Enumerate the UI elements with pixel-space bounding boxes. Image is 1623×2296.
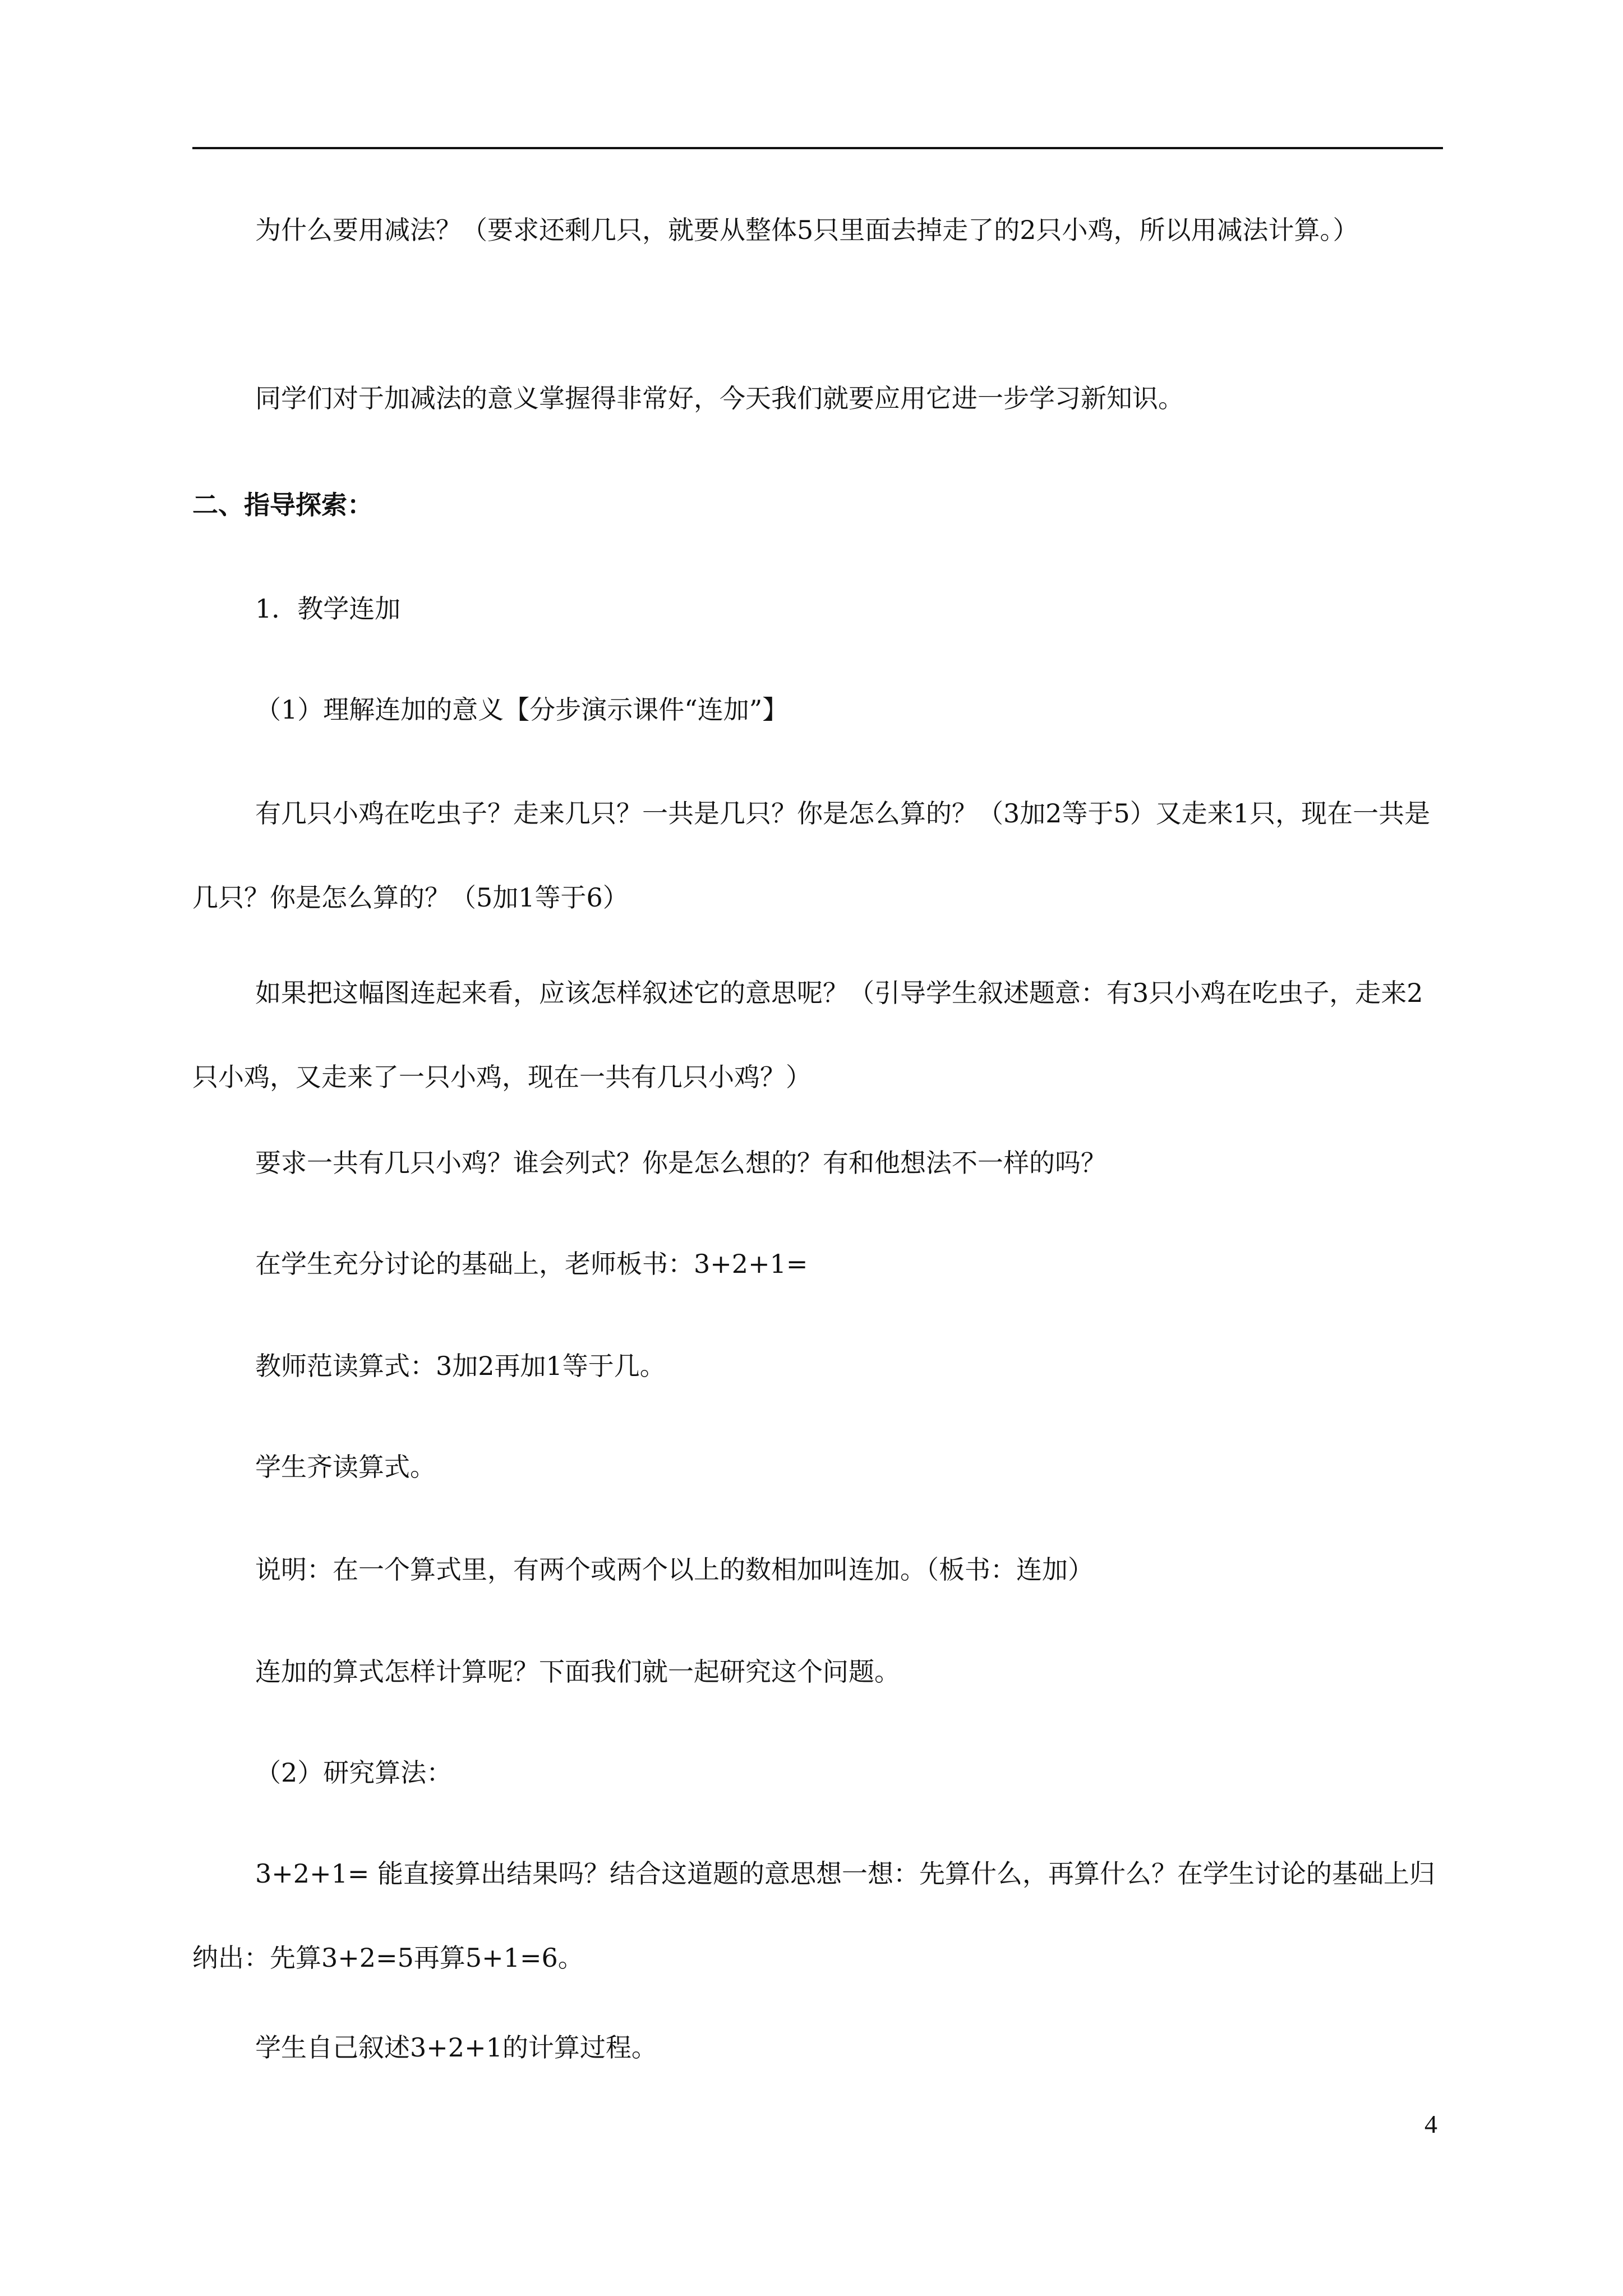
paragraph-6: 如果把这幅图连起来看，应该怎样叙述它的意思呢？（引导学生叙述题意：有3只小鸡在吃虫子，走来2只小鸡，又走来了一只小鸡，现在一共有几只小鸡？） [192, 978, 1423, 1092]
header-rule [192, 147, 1443, 149]
paragraph-3: 1．教学连加 [255, 593, 401, 624]
paragraph-10: 学生齐读算式。 [255, 1452, 436, 1482]
paragraph-4: （1）理解连加的意义【分步演示课件“连加”】 [255, 694, 789, 725]
paragraph-7: 要求一共有几只小鸡？谁会列式？你是怎么想的？有和他想法不一样的吗？ [255, 1148, 1106, 1178]
paragraph-8: 在学生充分讨论的基础上，老师板书：3+2+1= [255, 1249, 808, 1279]
paragraph-12: 连加的算式怎样计算呢？下面我们就一起研究这个问题。 [255, 1657, 900, 1687]
section-heading: 二、指导探索： [192, 490, 373, 520]
paragraph-11: 说明：在一个算式里，有两个或两个以上的数相加叫连加。（板书：连加） [255, 1554, 1094, 1585]
page-number: 4 [1424, 2110, 1437, 2138]
paragraph-9: 教师范读算式：3加2再加1等于几。 [255, 1351, 666, 1381]
paragraph-13: （2）研究算法： [255, 1757, 453, 1788]
paragraph-15: 学生自己叙述3+2+1的计算过程。 [255, 2032, 657, 2063]
paragraph-1: 为什么要用减法？（要求还剩几只，就要从整体5只里面去掉走了的2只小鸡，所以用减法计算。） [255, 215, 1359, 245]
paragraph-14: 3+2+1= 能直接算出结果吗？结合这道题的意思想一想：先算什么，再算什么？在学生讨论的基础上归纳出：先算3+2=5再算5+1=6。 [192, 1858, 1436, 1973]
paragraph-2: 同学们对于加减法的意义掌握得非常好，今天我们就要应用它进一步学习新知识。 [255, 383, 1184, 413]
paragraph-5: 有几只小鸡在吃虫子？走来几只？一共是几只？你是怎么算的？（3加2等于5）又走来1只，现在一共是几只？你是怎么算的？（5加1等于6） [192, 798, 1431, 913]
